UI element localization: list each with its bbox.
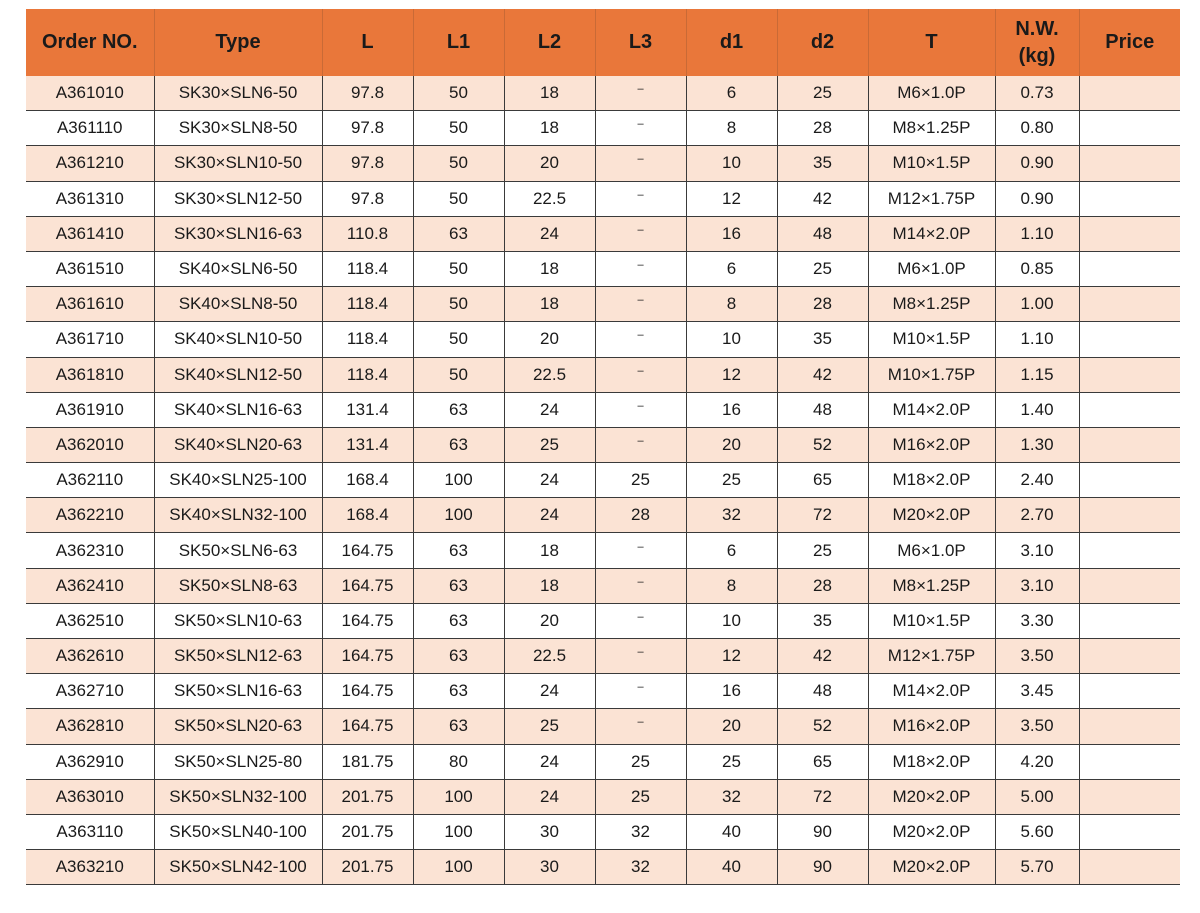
spec-table	[26, 9, 1180, 885]
cell-d1: 40	[686, 814, 777, 849]
cell-nw: 1.10	[995, 216, 1079, 251]
header-t: T	[868, 9, 995, 76]
cell-nw: 3.50	[995, 709, 1079, 744]
cell-t: M20×2.0P	[868, 779, 995, 814]
cell-type: SK40×SLN32-100	[154, 498, 322, 533]
cell-d1: 40	[686, 850, 777, 885]
cell-d2: 72	[777, 498, 868, 533]
cell-d1: 10	[686, 603, 777, 638]
cell-price	[1079, 709, 1180, 744]
cell-l1: 50	[413, 181, 504, 216]
cell-l1: 100	[413, 779, 504, 814]
cell-l1: 100	[413, 463, 504, 498]
cell-l: 164.75	[322, 568, 413, 603]
cell-price	[1079, 427, 1180, 462]
cell-d2: 52	[777, 709, 868, 744]
cell-d2: 35	[777, 146, 868, 181]
cell-l: 168.4	[322, 463, 413, 498]
cell-price	[1079, 251, 1180, 286]
cell-l3: 25	[595, 463, 686, 498]
cell-l2: 18	[504, 251, 595, 286]
cell-type: SK50×SLN40-100	[154, 814, 322, 849]
cell-l3: –	[595, 111, 686, 146]
cell-l: 164.75	[322, 533, 413, 568]
cell-t: M6×1.0P	[868, 251, 995, 286]
cell-l3: –	[595, 76, 686, 111]
cell-l1: 50	[413, 287, 504, 322]
cell-nw: 2.70	[995, 498, 1079, 533]
cell-l3: –	[595, 533, 686, 568]
header-l3: L3	[595, 9, 686, 76]
cell-type: SK30×SLN12-50	[154, 181, 322, 216]
cell-l: 131.4	[322, 392, 413, 427]
cell-l1: 100	[413, 814, 504, 849]
cell-l3: –	[595, 568, 686, 603]
cell-type: SK50×SLN42-100	[154, 850, 322, 885]
cell-d2: 48	[777, 392, 868, 427]
cell-order-no: A363010	[26, 779, 154, 814]
cell-d2: 25	[777, 533, 868, 568]
cell-nw: 3.10	[995, 533, 1079, 568]
cell-type: SK40×SLN12-50	[154, 357, 322, 392]
cell-l: 164.75	[322, 674, 413, 709]
cell-d1: 8	[686, 287, 777, 322]
table-row	[26, 639, 1180, 674]
cell-price	[1079, 392, 1180, 427]
cell-type: SK40×SLN20-63	[154, 427, 322, 462]
cell-l2: 18	[504, 287, 595, 322]
cell-d2: 35	[777, 322, 868, 357]
cell-t: M12×1.75P	[868, 181, 995, 216]
cell-l2: 20	[504, 603, 595, 638]
cell-l2: 18	[504, 76, 595, 111]
cell-d1: 6	[686, 251, 777, 286]
cell-l3: –	[595, 603, 686, 638]
cell-price	[1079, 533, 1180, 568]
cell-price	[1079, 850, 1180, 885]
cell-l1: 63	[413, 533, 504, 568]
cell-l: 168.4	[322, 498, 413, 533]
cell-type: SK40×SLN16-63	[154, 392, 322, 427]
cell-l2: 22.5	[504, 357, 595, 392]
cell-d1: 12	[686, 357, 777, 392]
cell-d2: 42	[777, 181, 868, 216]
cell-d1: 12	[686, 639, 777, 674]
cell-d2: 90	[777, 814, 868, 849]
cell-l1: 50	[413, 111, 504, 146]
cell-price	[1079, 639, 1180, 674]
cell-l1: 63	[413, 674, 504, 709]
cell-l1: 63	[413, 709, 504, 744]
cell-nw: 0.85	[995, 251, 1079, 286]
header-price: Price	[1079, 9, 1180, 76]
cell-d1: 20	[686, 427, 777, 462]
cell-price	[1079, 814, 1180, 849]
cell-d1: 32	[686, 779, 777, 814]
table-body	[26, 76, 1180, 885]
cell-type: SK50×SLN12-63	[154, 639, 322, 674]
cell-nw: 1.15	[995, 357, 1079, 392]
cell-price	[1079, 603, 1180, 638]
cell-type: SK30×SLN10-50	[154, 146, 322, 181]
cell-t: M18×2.0P	[868, 744, 995, 779]
table-row	[26, 76, 1180, 111]
cell-t: M20×2.0P	[868, 498, 995, 533]
cell-d2: 25	[777, 76, 868, 111]
cell-l: 97.8	[322, 76, 413, 111]
header-d2: d2	[777, 9, 868, 76]
cell-d2: 25	[777, 251, 868, 286]
cell-l: 97.8	[322, 181, 413, 216]
cell-l1: 100	[413, 850, 504, 885]
cell-order-no: A363210	[26, 850, 154, 885]
cell-order-no: A362710	[26, 674, 154, 709]
header-l1: L1	[413, 9, 504, 76]
cell-t: M10×1.5P	[868, 322, 995, 357]
cell-l3: –	[595, 392, 686, 427]
cell-l3: 28	[595, 498, 686, 533]
cell-price	[1079, 216, 1180, 251]
table-row	[26, 181, 1180, 216]
cell-order-no: A361810	[26, 357, 154, 392]
cell-d2: 48	[777, 674, 868, 709]
cell-d1: 10	[686, 146, 777, 181]
cell-l1: 63	[413, 603, 504, 638]
cell-type: SK50×SLN6-63	[154, 533, 322, 568]
cell-l2: 24	[504, 498, 595, 533]
cell-l1: 50	[413, 251, 504, 286]
cell-l: 201.75	[322, 850, 413, 885]
cell-nw: 1.00	[995, 287, 1079, 322]
cell-d1: 20	[686, 709, 777, 744]
cell-l3: –	[595, 322, 686, 357]
cell-nw: 0.90	[995, 181, 1079, 216]
cell-nw: 3.10	[995, 568, 1079, 603]
cell-l2: 18	[504, 533, 595, 568]
header-l: L	[322, 9, 413, 76]
table-row	[26, 322, 1180, 357]
cell-order-no: A361910	[26, 392, 154, 427]
cell-l1: 50	[413, 322, 504, 357]
cell-l3: 25	[595, 744, 686, 779]
cell-l3: –	[595, 181, 686, 216]
cell-price	[1079, 744, 1180, 779]
table-row	[26, 779, 1180, 814]
cell-l: 164.75	[322, 603, 413, 638]
cell-l3: 32	[595, 814, 686, 849]
cell-price	[1079, 76, 1180, 111]
cell-nw: 1.30	[995, 427, 1079, 462]
cell-order-no: A363110	[26, 814, 154, 849]
cell-order-no: A362110	[26, 463, 154, 498]
cell-order-no: A361110	[26, 111, 154, 146]
cell-t: M8×1.25P	[868, 568, 995, 603]
table-row	[26, 533, 1180, 568]
cell-l3: –	[595, 427, 686, 462]
cell-order-no: A361010	[26, 76, 154, 111]
cell-d2: 90	[777, 850, 868, 885]
cell-d1: 25	[686, 744, 777, 779]
cell-type: SK50×SLN8-63	[154, 568, 322, 603]
cell-l: 201.75	[322, 779, 413, 814]
cell-type: SK50×SLN32-100	[154, 779, 322, 814]
cell-l3: –	[595, 639, 686, 674]
cell-type: SK40×SLN6-50	[154, 251, 322, 286]
cell-type: SK30×SLN6-50	[154, 76, 322, 111]
cell-order-no: A362510	[26, 603, 154, 638]
cell-l3: –	[595, 357, 686, 392]
cell-nw: 5.70	[995, 850, 1079, 885]
cell-nw: 3.50	[995, 639, 1079, 674]
cell-l2: 18	[504, 111, 595, 146]
cell-d1: 10	[686, 322, 777, 357]
cell-t: M18×2.0P	[868, 463, 995, 498]
cell-d1: 16	[686, 674, 777, 709]
cell-order-no: A361210	[26, 146, 154, 181]
cell-order-no: A362910	[26, 744, 154, 779]
cell-l: 97.8	[322, 111, 413, 146]
cell-l: 131.4	[322, 427, 413, 462]
cell-d2: 65	[777, 744, 868, 779]
cell-nw: 1.40	[995, 392, 1079, 427]
cell-d1: 8	[686, 111, 777, 146]
cell-type: SK50×SLN16-63	[154, 674, 322, 709]
cell-l: 201.75	[322, 814, 413, 849]
cell-price	[1079, 779, 1180, 814]
cell-l3: –	[595, 146, 686, 181]
cell-order-no: A362610	[26, 639, 154, 674]
cell-l3: 25	[595, 779, 686, 814]
cell-d2: 52	[777, 427, 868, 462]
cell-price	[1079, 498, 1180, 533]
cell-t: M8×1.25P	[868, 111, 995, 146]
cell-order-no: A361710	[26, 322, 154, 357]
cell-l1: 63	[413, 427, 504, 462]
table-row	[26, 814, 1180, 849]
cell-l: 118.4	[322, 322, 413, 357]
cell-order-no: A362310	[26, 533, 154, 568]
cell-nw: 0.90	[995, 146, 1079, 181]
cell-nw: 3.45	[995, 674, 1079, 709]
table-row	[26, 850, 1180, 885]
cell-nw: 0.80	[995, 111, 1079, 146]
cell-l1: 63	[413, 568, 504, 603]
table-row	[26, 357, 1180, 392]
table-row	[26, 392, 1180, 427]
cell-l: 164.75	[322, 709, 413, 744]
cell-type: SK50×SLN10-63	[154, 603, 322, 638]
cell-d2: 65	[777, 463, 868, 498]
cell-t: M14×2.0P	[868, 392, 995, 427]
cell-l2: 24	[504, 674, 595, 709]
cell-l2: 30	[504, 850, 595, 885]
cell-l1: 63	[413, 216, 504, 251]
cell-nw: 0.73	[995, 76, 1079, 111]
cell-d1: 12	[686, 181, 777, 216]
cell-nw: 2.40	[995, 463, 1079, 498]
cell-type: SK40×SLN10-50	[154, 322, 322, 357]
cell-d2: 42	[777, 639, 868, 674]
header-d1: d1	[686, 9, 777, 76]
cell-order-no: A362810	[26, 709, 154, 744]
cell-t: M6×1.0P	[868, 533, 995, 568]
cell-l2: 24	[504, 216, 595, 251]
cell-t: M20×2.0P	[868, 850, 995, 885]
cell-l2: 18	[504, 568, 595, 603]
cell-l: 181.75	[322, 744, 413, 779]
cell-l3: 32	[595, 850, 686, 885]
cell-nw: 5.00	[995, 779, 1079, 814]
cell-d1: 6	[686, 533, 777, 568]
cell-l1: 100	[413, 498, 504, 533]
cell-price	[1079, 463, 1180, 498]
cell-d2: 48	[777, 216, 868, 251]
cell-l3: –	[595, 287, 686, 322]
cell-t: M16×2.0P	[868, 427, 995, 462]
cell-d1: 16	[686, 392, 777, 427]
cell-d1: 16	[686, 216, 777, 251]
header-type: Type	[154, 9, 322, 76]
cell-price	[1079, 568, 1180, 603]
cell-price	[1079, 287, 1180, 322]
table-row	[26, 463, 1180, 498]
cell-d1: 32	[686, 498, 777, 533]
cell-l: 118.4	[322, 287, 413, 322]
cell-type: SK50×SLN20-63	[154, 709, 322, 744]
cell-t: M10×1.5P	[868, 146, 995, 181]
cell-l3: –	[595, 251, 686, 286]
cell-l1: 63	[413, 392, 504, 427]
cell-order-no: A361510	[26, 251, 154, 286]
cell-l2: 20	[504, 322, 595, 357]
cell-t: M14×2.0P	[868, 674, 995, 709]
cell-l2: 25	[504, 427, 595, 462]
cell-d2: 72	[777, 779, 868, 814]
cell-price	[1079, 111, 1180, 146]
cell-order-no: A362210	[26, 498, 154, 533]
header-order-no: Order NO.	[26, 9, 154, 76]
cell-price	[1079, 357, 1180, 392]
cell-d1: 25	[686, 463, 777, 498]
cell-d1: 8	[686, 568, 777, 603]
cell-order-no: A361310	[26, 181, 154, 216]
header-nw: N.W. (kg)	[995, 9, 1079, 76]
header-l2: L2	[504, 9, 595, 76]
cell-l: 164.75	[322, 639, 413, 674]
cell-l: 97.8	[322, 146, 413, 181]
cell-order-no: A361410	[26, 216, 154, 251]
cell-l2: 24	[504, 463, 595, 498]
cell-l2: 24	[504, 779, 595, 814]
table-row	[26, 427, 1180, 462]
cell-t: M10×1.5P	[868, 603, 995, 638]
table-row	[26, 744, 1180, 779]
cell-l3: –	[595, 674, 686, 709]
cell-type: SK30×SLN16-63	[154, 216, 322, 251]
cell-order-no: A361610	[26, 287, 154, 322]
table-row	[26, 146, 1180, 181]
cell-l2: 22.5	[504, 181, 595, 216]
cell-t: M6×1.0P	[868, 76, 995, 111]
cell-d2: 42	[777, 357, 868, 392]
cell-l2: 20	[504, 146, 595, 181]
table-row	[26, 603, 1180, 638]
cell-t: M10×1.75P	[868, 357, 995, 392]
cell-nw: 1.10	[995, 322, 1079, 357]
cell-l1: 80	[413, 744, 504, 779]
header-row	[26, 9, 1180, 76]
cell-l2: 24	[504, 744, 595, 779]
cell-l: 110.8	[322, 216, 413, 251]
cell-order-no: A362010	[26, 427, 154, 462]
cell-d1: 6	[686, 76, 777, 111]
cell-nw: 3.30	[995, 603, 1079, 638]
cell-t: M12×1.75P	[868, 639, 995, 674]
cell-price	[1079, 322, 1180, 357]
table-row	[26, 251, 1180, 286]
cell-d2: 28	[777, 287, 868, 322]
cell-nw: 5.60	[995, 814, 1079, 849]
cell-type: SK40×SLN25-100	[154, 463, 322, 498]
cell-type: SK50×SLN25-80	[154, 744, 322, 779]
cell-d2: 35	[777, 603, 868, 638]
table-row	[26, 568, 1180, 603]
table-row	[26, 709, 1180, 744]
cell-l2: 24	[504, 392, 595, 427]
cell-d2: 28	[777, 111, 868, 146]
table-row	[26, 674, 1180, 709]
cell-l3: –	[595, 709, 686, 744]
cell-t: M8×1.25P	[868, 287, 995, 322]
cell-nw: 4.20	[995, 744, 1079, 779]
cell-l2: 25	[504, 709, 595, 744]
cell-l3: –	[595, 216, 686, 251]
cell-price	[1079, 181, 1180, 216]
table-row	[26, 498, 1180, 533]
table-row	[26, 111, 1180, 146]
cell-d2: 28	[777, 568, 868, 603]
cell-l2: 30	[504, 814, 595, 849]
cell-type: SK30×SLN8-50	[154, 111, 322, 146]
cell-l: 118.4	[322, 251, 413, 286]
table-header	[26, 9, 1180, 76]
cell-l1: 63	[413, 639, 504, 674]
table-row	[26, 216, 1180, 251]
cell-l1: 50	[413, 146, 504, 181]
cell-l2: 22.5	[504, 639, 595, 674]
cell-type: SK40×SLN8-50	[154, 287, 322, 322]
cell-t: M14×2.0P	[868, 216, 995, 251]
cell-order-no: A362410	[26, 568, 154, 603]
cell-price	[1079, 146, 1180, 181]
cell-l1: 50	[413, 76, 504, 111]
cell-t: M20×2.0P	[868, 814, 995, 849]
cell-t: M16×2.0P	[868, 709, 995, 744]
cell-l1: 50	[413, 357, 504, 392]
table-row	[26, 287, 1180, 322]
cell-price	[1079, 674, 1180, 709]
cell-l: 118.4	[322, 357, 413, 392]
